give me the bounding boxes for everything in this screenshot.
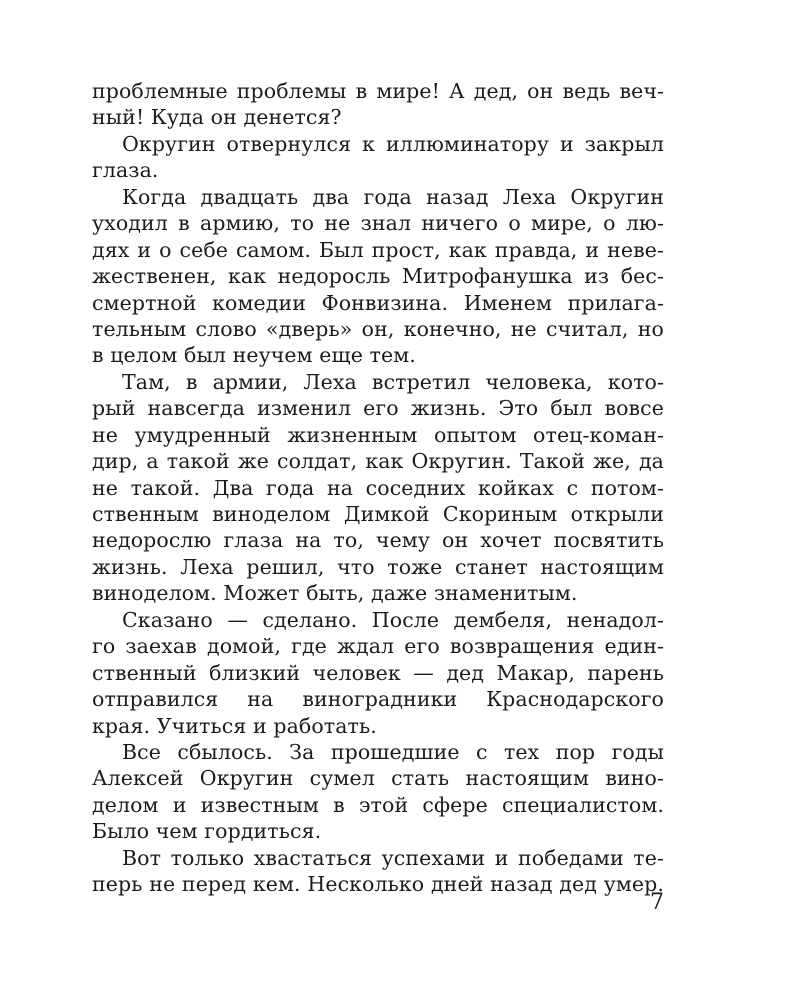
text-line: рый навсегда изменил его жизнь. Это был вовсе — [92, 396, 664, 421]
text-line: в целом был неучем еще тем. — [92, 343, 416, 368]
text-line: Алексей Округин сумел стать настоящим вино- — [92, 766, 664, 791]
text-line: ственным виноделом Димкой Скориным открыли — [92, 502, 664, 526]
text-line: виноделом. Может быть, даже знаменитым. — [92, 581, 578, 606]
text-line: Сказано — сделано. После дембеля, ненадол- — [122, 607, 664, 632]
text-line: перь не перед кем. Несколько дней назад дед умер. — [92, 872, 664, 897]
text-line: ный! Куда он денется? — [92, 105, 342, 130]
text-line: Когда двадцать два года назад Леха Округин — [122, 184, 664, 209]
text-line: Вот только хвастаться успехами и победами те- — [122, 845, 664, 870]
page-number: 7 — [650, 890, 664, 915]
text-line: Все сбылось. За прошедшие с тех пор годы — [122, 739, 664, 764]
text-line: края. Учиться и работать. — [92, 713, 377, 738]
text-line: делом и известным в этой сфере специалистом. — [92, 792, 664, 817]
text-line: дях и о себе самом. Был прост, как правда, и неве- — [92, 237, 664, 262]
text-line: жественен, как недоросль Митрофанушка из бес- — [92, 264, 664, 289]
text-line: тельным слово «дверь» он, конечно, не считал, но — [92, 316, 664, 341]
text-line: отправился на виноградники Краснодарского — [92, 687, 664, 712]
text-line: жизнь. Леха решил, что тоже станет настоящим — [92, 554, 664, 579]
text-line: уходил в армию, то не знал ничего о мире, о лю- — [92, 211, 664, 236]
text-line: не умудренный жизненным опытом отец-коман- — [92, 422, 664, 447]
text-line: проблемные проблемы в мире! А дед, он ведь веч- — [92, 79, 664, 103]
text-line: Было чем гордиться. — [92, 819, 322, 844]
text-line: дир, а такой же солдат, как Округин. Такой же, да — [92, 449, 664, 474]
text-line: го заехав домой, где ждал его возвращения един- — [92, 634, 664, 659]
text-line: Там, в армии, Леха встретил человека, кото- — [122, 369, 664, 394]
text-line: Округин отвернулся к иллюминатору и закрыл — [122, 131, 664, 156]
text-line: ственный близкий человек — дед Макар, парень — [92, 660, 664, 685]
text-line: недорослю глаза на то, чему он хочет посвятить — [92, 528, 664, 553]
text-line: смертной комедии Фонвизина. Именем прилага- — [92, 290, 664, 315]
text-line: глаза. — [92, 158, 159, 183]
body-text — [92, 78, 664, 898]
text-line: не такой. Два года на соседних койках с потом- — [92, 475, 664, 500]
